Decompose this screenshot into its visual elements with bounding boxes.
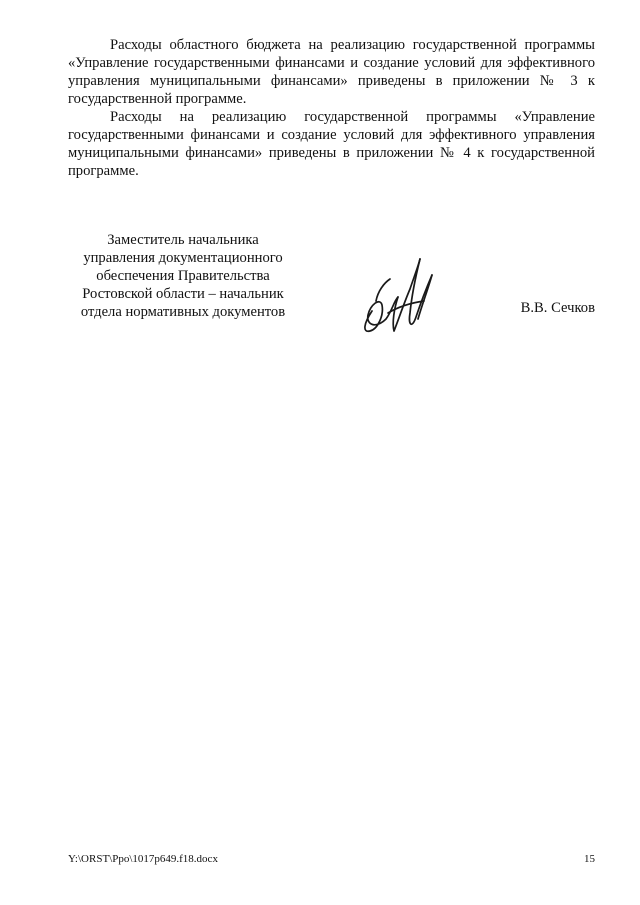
signatory-position [68, 231, 298, 321]
paragraph-program-expenses: Расходы на реализацию государственной программы «Управление государственными финансами и создание условий для эффективного управления муниципальными финансами» приведены в приложении № 4 к государственной программе. [68, 109, 595, 179]
position-line: отдела нормативных документов [80, 304, 286, 320]
page-number: 15 [584, 853, 595, 865]
signature-block [68, 231, 595, 341]
signatory-name: В.В. Сечков [520, 300, 595, 316]
position-line: управления документационного [83, 250, 283, 266]
paragraph-budget-expenses: Расходы областного бюджета на реализацию государственной программы «Управление государственными финансами и создание условий для эффективного управления муниципальными финансами» приведены в приложении № 3 к государственной программе. [68, 37, 595, 107]
position-line: обеспечения Правительства [96, 268, 270, 284]
document-body [68, 36, 595, 180]
handwritten-signature [358, 253, 438, 335]
position-line: Ростовской области – начальник [82, 286, 284, 302]
footer-file-path: Y:\ORST\Ppo\1017p649.f18.docx [68, 853, 218, 865]
position-line: Заместитель начальника [107, 232, 259, 248]
